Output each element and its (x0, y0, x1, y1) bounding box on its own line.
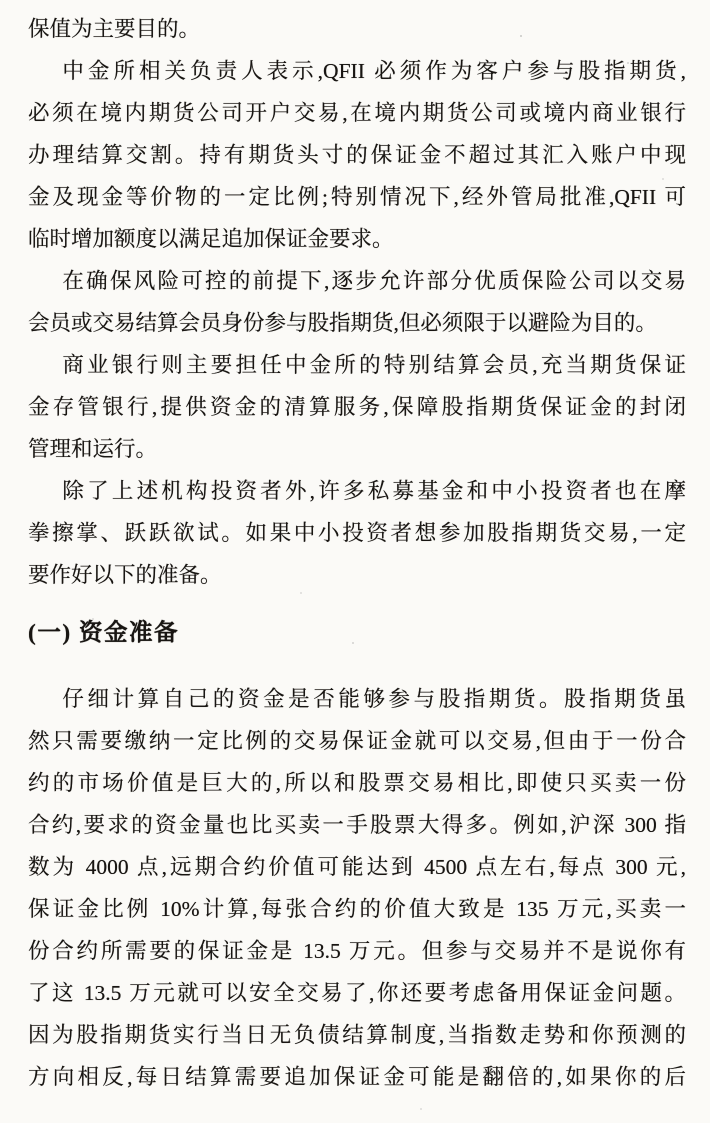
paragraph (28, 260, 686, 344)
text-line: 在确保风险可控的前提下,逐步允许部分优质保险公司以交易 (62, 269, 686, 293)
text-line: 方向相反,每日结算需要追加保证金可能是翻倍的,如果你的后 (28, 1065, 686, 1089)
text-line: 必须在境内期货公司开户交易,在境内期货公司或境内商业银行 (28, 101, 686, 125)
text-line: 会员或交易结算会员身份参与股指期货,但必须限于以避险为目的。 (28, 311, 657, 335)
paragraph (28, 50, 686, 260)
section-heading: (一) 资金准备 (28, 620, 180, 646)
text-line: 数为 4000 点,远期合约价值可能达到 4500 点左右,每点 300 元, (28, 855, 686, 879)
text-line: 除了上述机构投资者外,许多私募基金和中小投资者也在摩 (62, 479, 686, 503)
text-line: 金及现金等价物的一定比例;特别情况下,经外管局批准,QFII 可 (28, 185, 686, 209)
paragraph (28, 8, 686, 50)
text-line: 商业银行则主要担任中金所的特别结算会员,充当期货保证 (62, 353, 686, 377)
text-line: 管理和运行。 (28, 437, 158, 461)
text-line: 中金所相关负责人表示,QFII 必须作为客户参与股指期货, (62, 59, 686, 83)
text-line: 临时增加额度以满足追加保证金要求。 (28, 227, 394, 251)
text-line: 保值为主要目的。 (28, 17, 201, 41)
text-line: 合约,要求的资金量也比买卖一手股票大得多。例如,沪深 300 指 (28, 813, 686, 837)
text-line: 了这 13.5 万元就可以安全交易了,你还要考虑备用保证金问题。 (28, 981, 686, 1005)
paragraph (28, 470, 686, 596)
text-line: 因为股指期货实行当日无负债结算制度,当指数走势和你预测的 (28, 1023, 686, 1047)
text-line: 份合约所需要的保证金是 13.5 万元。但参与交易并不是说你有 (28, 939, 686, 963)
paragraph (28, 678, 686, 1098)
text-line: 金存管银行,提供资金的清算服务,保障股指期货保证金的封闭 (28, 395, 686, 419)
text-line: 约的市场价值是巨大的,所以和股票交易相比,即使只买卖一份 (28, 771, 686, 795)
text-line: 仔细计算自己的资金是否能够参与股指期货。股指期货虽 (62, 687, 686, 711)
text-line: 保证金比例 10%计算,每张合约的价值大致是 135 万元,买卖一 (28, 897, 686, 921)
text-line: 要作好以下的准备。 (28, 563, 222, 587)
paragraph (28, 344, 686, 470)
text-line: 办理结算交割。持有期货头寸的保证金不超过其汇入账户中现 (28, 143, 686, 167)
text-line: 然只需要缴纳一定比例的交易保证金就可以交易,但由于一份合 (28, 729, 686, 753)
text-line: 拳擦掌、跃跃欲试。如果中小投资者想参加股指期货交易,一定 (28, 521, 686, 545)
